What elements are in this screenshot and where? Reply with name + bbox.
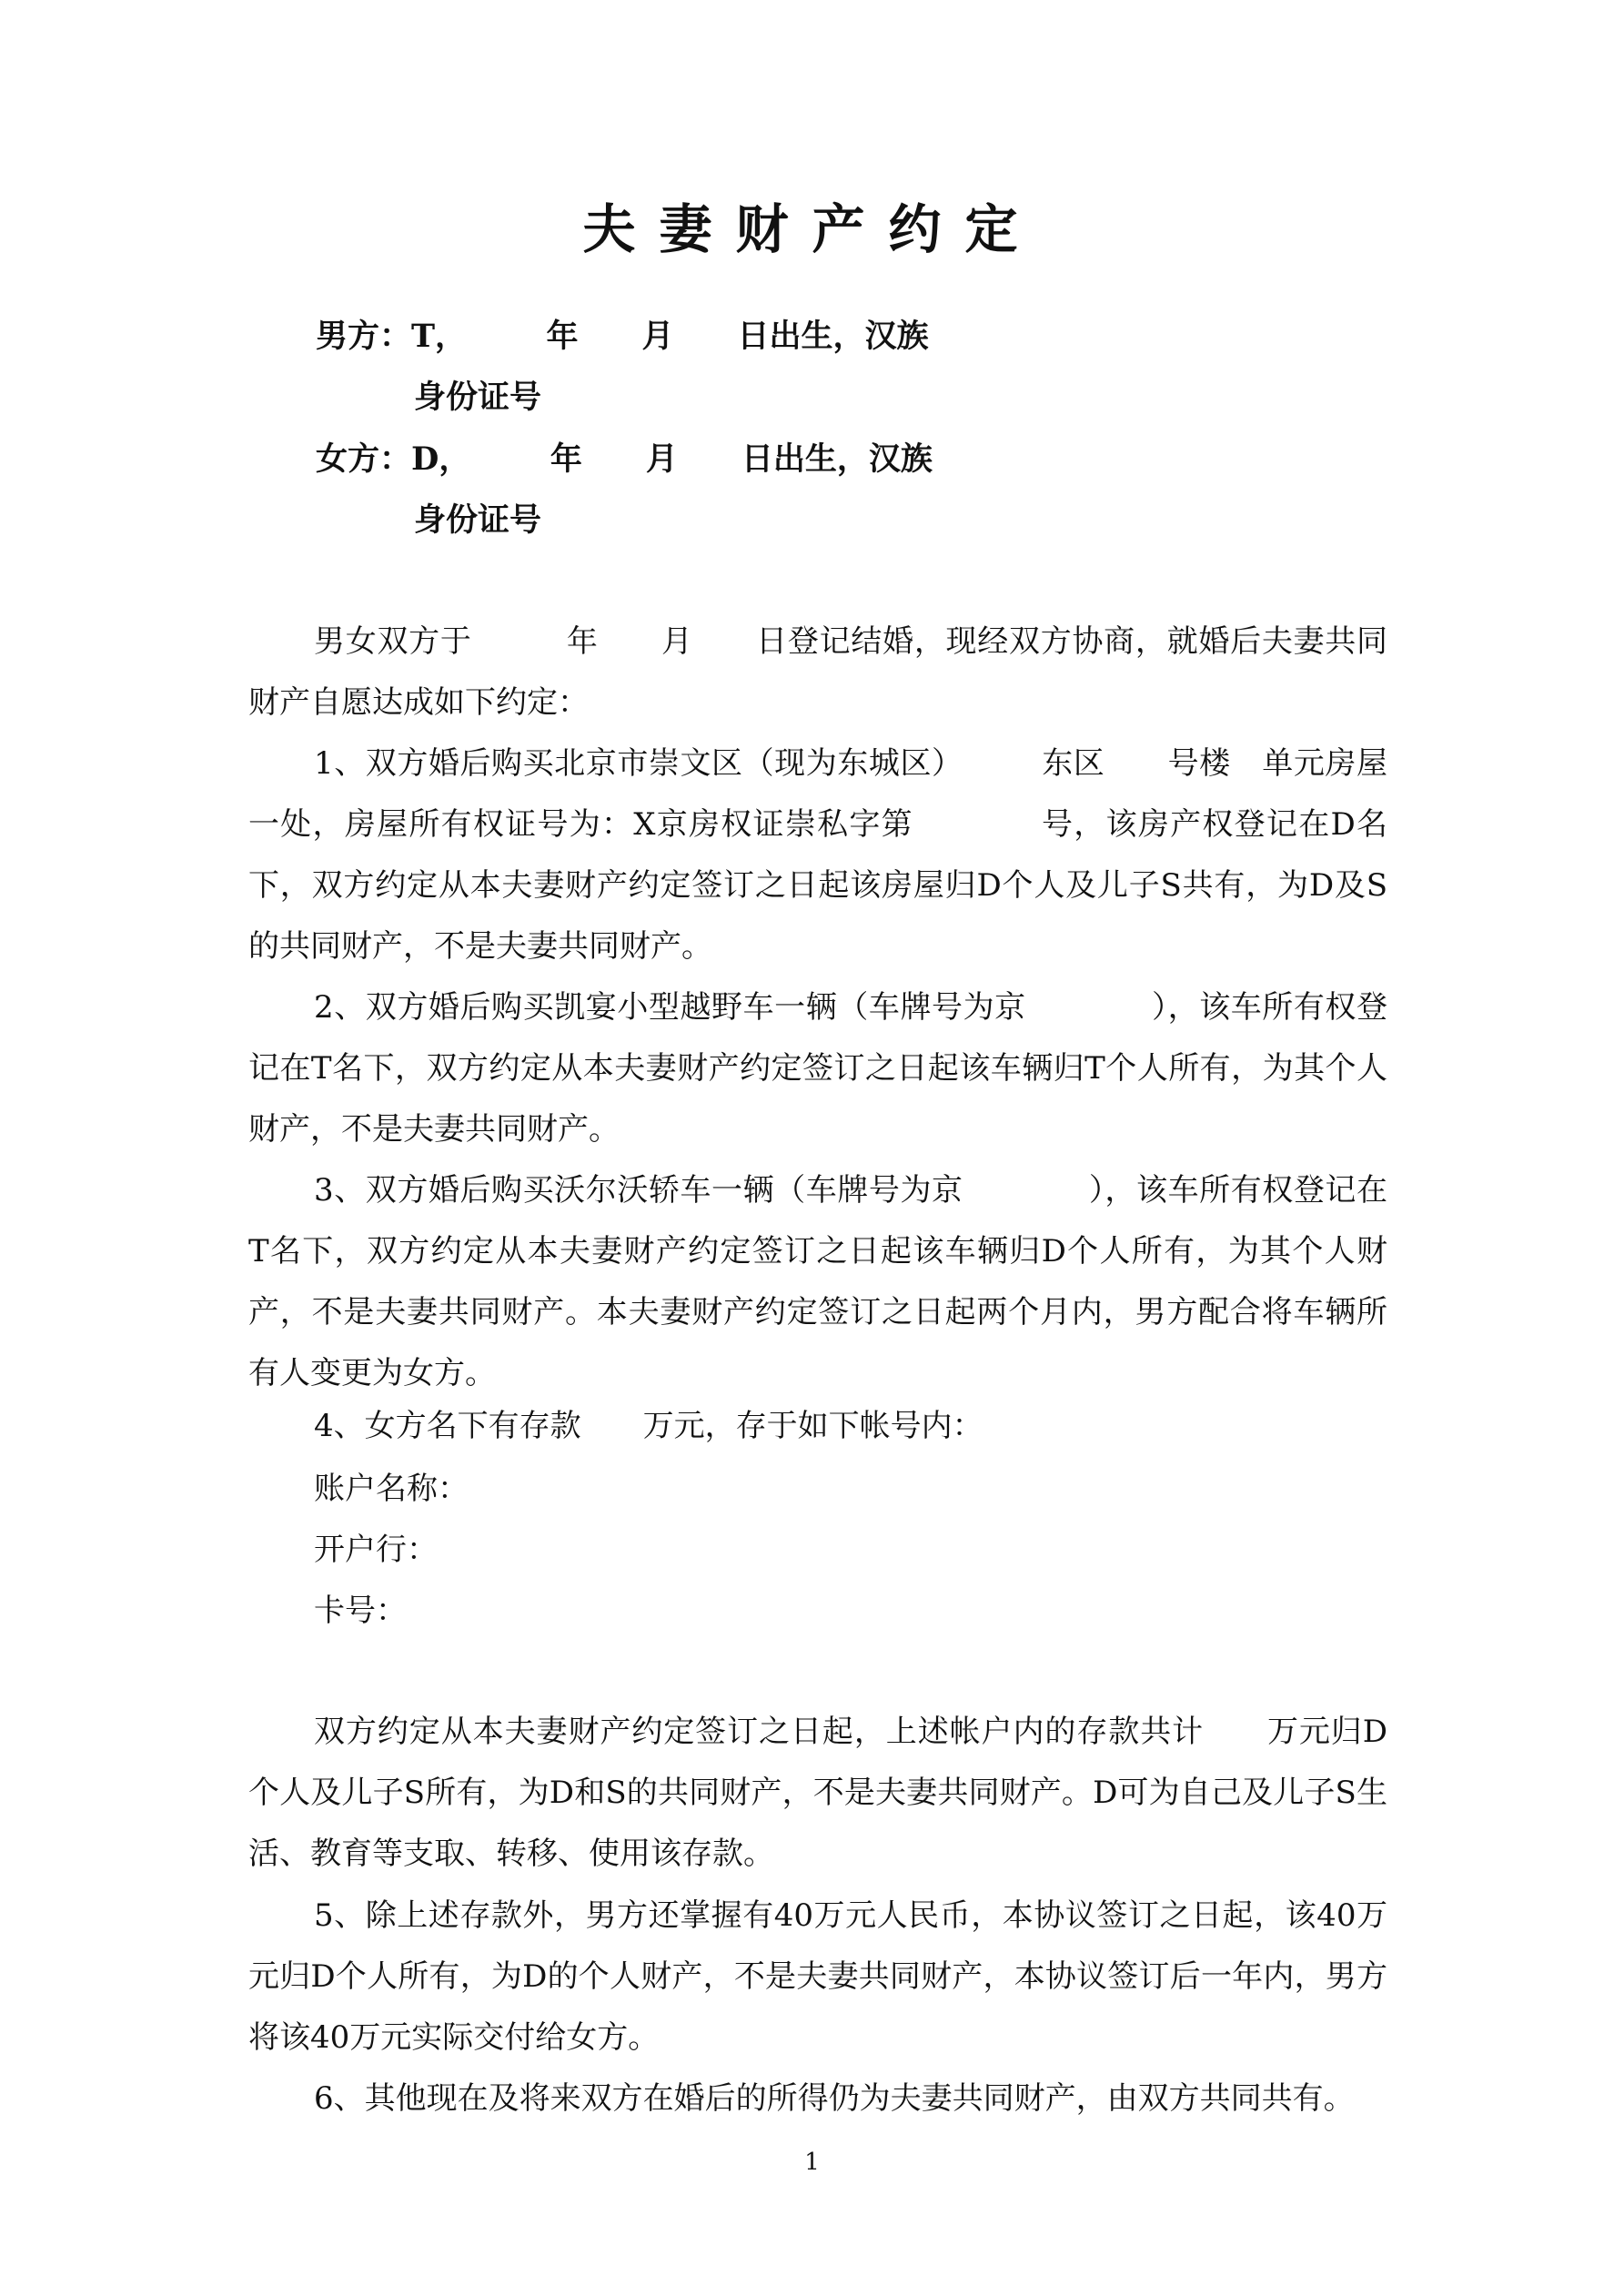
- deposit-agreement: 双方约定从本夫妻财产约定签订之日起，上述帐户内的存款共计 万元归D个人及儿子S所有，为D和S的共同财产，不是夫妻共同财产。D可为自己及儿子S生活、教育等支取、转移、使用该存款。: [248, 1714, 1387, 1872]
- husband-info: 男方：T， 年 月 日出生，汉族: [316, 318, 929, 355]
- intro-paragraph: 男女双方于 年 月 日登记结婚，现经双方协商，就婚后夫妻共同财产自愿达成如下约定：: [248, 623, 1387, 721]
- clause-5: 5、除上述存款外，男方还掌握有40万元人民币，本协议签订之日起，该40万元归D个人所有，为D的个人财产，不是夫妻共同财产，本协议签订后一年内，男方将该40万元实际交付给女方。: [248, 1897, 1387, 2056]
- bank-label: 开户行：: [314, 1532, 438, 1568]
- clause-1: 1、双方婚后购买北京市崇文区（现为东城区） 东区 号楼 单元房屋一处，房屋所有权证号为：X京房权证崇私字第 号，该房产权登记在D名下，双方约定从本夫妻财产约定签订之日起该房屋归D个人及儿子S共有，为D及S的共同财产，不是夫妻共同财产。: [248, 745, 1387, 965]
- wife-info: 女方：D， 年 月 日出生，汉族: [316, 440, 933, 478]
- document-title: 夫妻财产约定: [582, 198, 1042, 260]
- clause-2: 2、双方婚后购买凯宴小型越野车一辆（车牌号为京 ），该车所有权登记在T名下，双方约定从本夫妻财产约定签订之日起该车辆归T个人所有，为其个人财产，不是夫妻共同财产。: [248, 989, 1387, 1148]
- clause-6: 6、其他现在及将来双方在婚后的所得仍为夫妻共同财产，由双方共同共有。: [314, 2080, 1355, 2117]
- clause-4: 4、女方名下有存款 万元，存于如下帐号内：: [314, 1408, 983, 1444]
- card-number-label: 卡号：: [314, 1593, 407, 1629]
- page-number: 1: [804, 2149, 820, 2176]
- account-name-label: 账户名称：: [314, 1471, 469, 1507]
- clause-3: 3、双方婚后购买沃尔沃轿车一辆（车牌号为京 ），该车所有权登记在T名下，双方约定从本夫妻财产约定签订之日起该车辆归D个人所有，为其个人财产，不是夫妻共同财产。本夫妻财产约定签订之日起两个月内，男方配合将车辆所有人变更为女方。: [248, 1172, 1387, 1391]
- husband-id-label: 身份证号: [414, 379, 542, 416]
- wife-id-label: 身份证号: [414, 501, 542, 539]
